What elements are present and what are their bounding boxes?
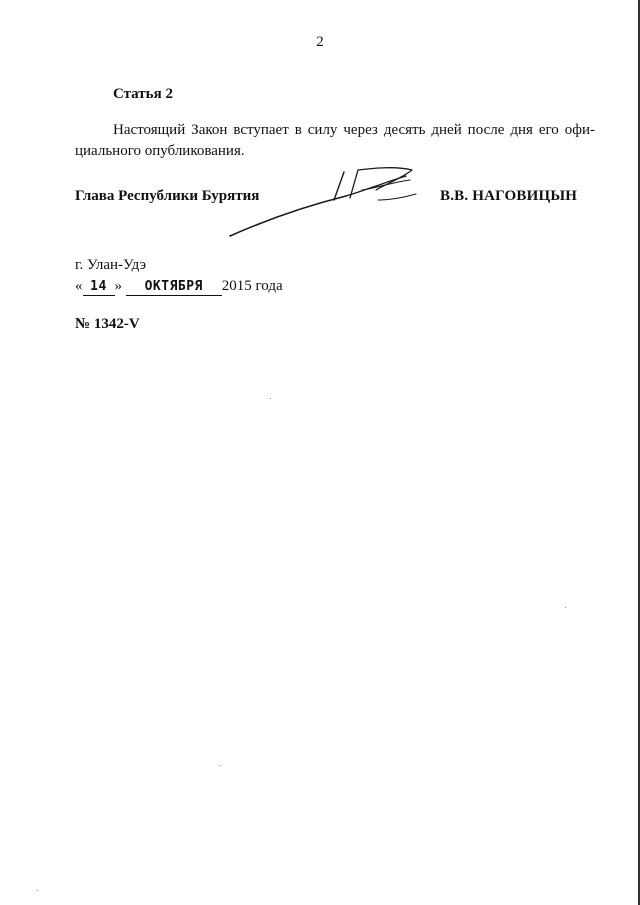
place-of-signing: г. Улан-Удэ [75,257,147,273]
date-year: 2015 года [221,278,283,294]
law-number: № 1342-V [75,316,140,332]
date-day-stamp: 14 [90,279,107,294]
signer-name: В.В. НАГОВИЦЫН [440,188,578,204]
article-text-line-1: Настоящий Закон вступает в силу через десять дней после дня его офи- [113,122,595,138]
signer-title: Глава Республики Бурятия [75,188,260,204]
signing-date [75,278,283,296]
scan-speck [270,398,271,399]
date-day-field [83,278,115,296]
date-month-stamp: ОКТЯБРЯ [144,279,203,294]
article-text-line-2: циального опубликования. [75,143,245,159]
handwritten-signature-icon [226,160,426,242]
scan-speck [219,765,220,766]
scan-speck [37,890,38,891]
page-number: 2 [316,34,324,50]
scan-speck [565,607,566,608]
date-close-quote: » [114,278,122,294]
date-month-field [126,278,222,296]
article-paragraph [75,120,595,162]
article-heading: Статья 2 [113,86,173,102]
date-open-quote: « [75,278,83,294]
